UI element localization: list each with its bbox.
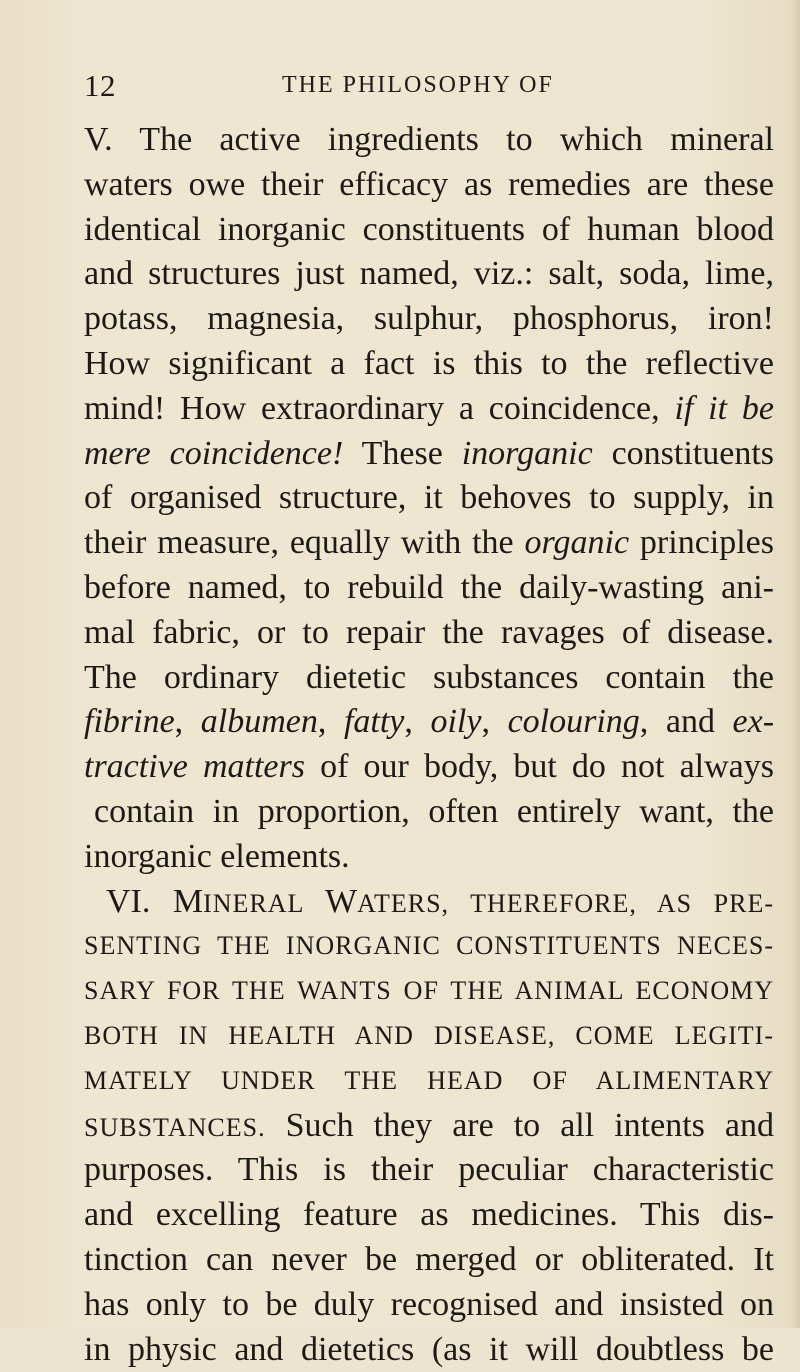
page-header	[0, 68, 800, 108]
body-text	[84, 118, 774, 1372]
text-line: tractive matters of our body, but do not always	[84, 748, 775, 786]
text-line: waters owe their efficacy as remedies are these	[84, 165, 774, 203]
running-head: THE PHILOSOPHY OF	[282, 72, 554, 98]
text-line: VI. MINERAL WATERS, THEREFORE, AS PRE-	[106, 882, 774, 920]
text-line: mal fabric, or to repair the ravages of disease.	[84, 613, 774, 651]
text-line: before named, to rebuild the daily-wasting ani-	[84, 568, 774, 606]
text-line: purposes. This is their peculiar characteristic	[84, 1151, 774, 1189]
text-line: SUBSTANCES. Such they are to all intents and	[84, 1106, 774, 1144]
text-line: contain in proportion, often entirely want, the	[94, 792, 774, 830]
text-line: tinction can never be merged or obliterated. It	[84, 1240, 774, 1278]
text-line: of organised structure, it behoves to supply, in	[84, 479, 774, 517]
text-line: BOTH IN HEALTH AND DISEASE, COME LEGITI-	[84, 1020, 774, 1050]
text-line: identical inorganic constituents of human blood	[84, 210, 774, 248]
text-line: their measure, equally with the organic principles	[84, 524, 774, 562]
text-line: SARY FOR THE WANTS OF THE ANIMAL ECONOMY	[84, 976, 774, 1006]
text-line: in physic and dietetics (as it will doubtless be	[84, 1330, 774, 1368]
text-line: inorganic elements.	[84, 837, 350, 875]
text-line: The ordinary dietetic substances contain the	[84, 658, 774, 696]
text-line: has only to be duly recognised and insisted on	[84, 1285, 774, 1323]
text-line: V. The active ingredients to which mineral	[84, 121, 774, 158]
text-line: fibrine, albumen, fatty, oily, colouring, and ex-	[84, 703, 775, 741]
page-number: 12	[84, 68, 116, 103]
text-line: MATELY UNDER THE HEAD OF ALIMENTARY	[84, 1065, 774, 1095]
text-line: How significant a fact is this to the reflective	[84, 344, 774, 382]
text-line: and structures just named, viz.: salt, soda, lime,	[84, 255, 774, 293]
text-line: SENTING THE INORGANIC CONSTITUENTS NECES-	[84, 931, 774, 961]
text-line: mind! How extraordinary a coincidence, if it be	[84, 389, 774, 427]
text-line: potass, magnesia, sulphur, phosphorus, iron!	[84, 300, 774, 338]
page-edge-shadow	[790, 0, 800, 1328]
text-line: and excelling feature as medicines. This dis-	[84, 1196, 774, 1234]
text-line: mere coincidence! These inorganic constituents	[84, 434, 774, 472]
